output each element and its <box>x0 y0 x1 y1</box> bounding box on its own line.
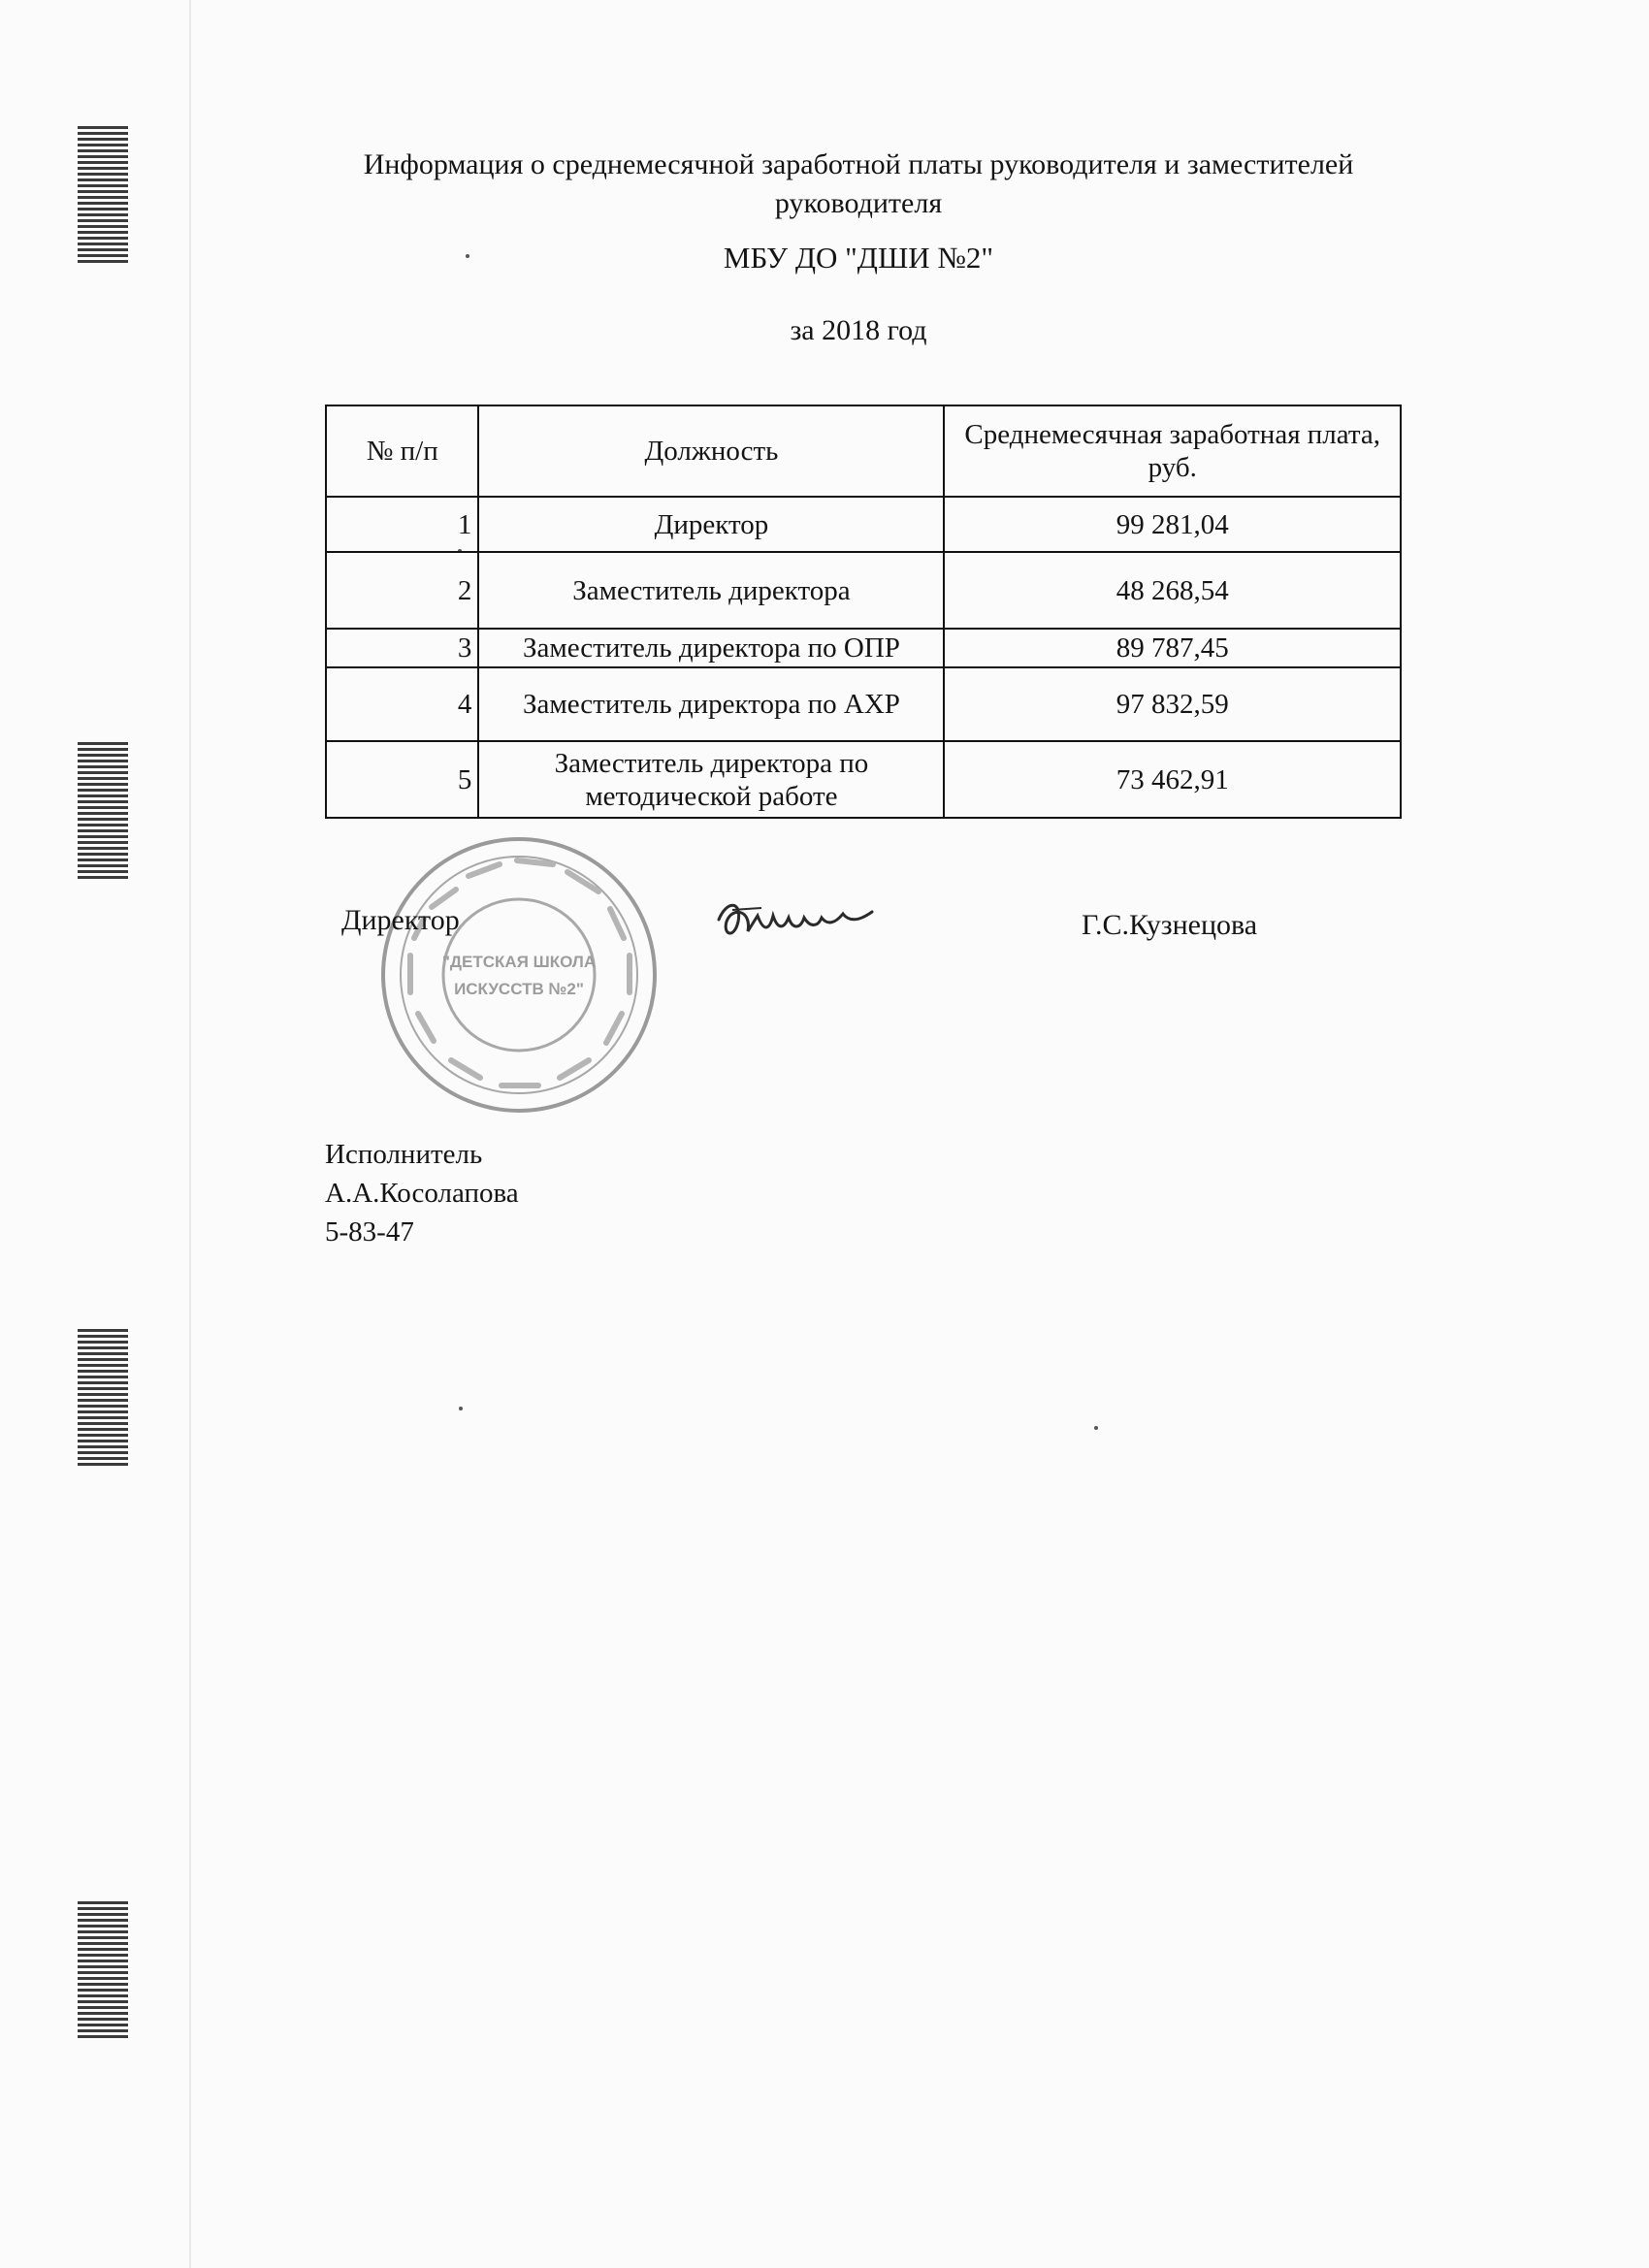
row-position: Заместитель директора по ОПР <box>478 629 944 667</box>
row-salary: 99 281,04 <box>944 497 1401 552</box>
report-period: за 2018 год <box>790 314 927 346</box>
row-salary: 97 832,59 <box>944 667 1401 741</box>
signatory-name: Г.С.Кузнецова <box>1082 909 1258 941</box>
svg-text:"ДЕТСКАЯ ШКОЛА: "ДЕТСКАЯ ШКОЛА <box>441 953 597 971</box>
header-position: Должность <box>478 405 944 497</box>
row-position: Заместитель директора по АХР <box>478 667 944 741</box>
executor-name: А.А.Косолапова <box>325 1178 519 1209</box>
organization-name: МБУ ДО "ДШИ №2" <box>723 241 994 275</box>
document-title: Информация о среднемесячной заработной платы руководителя и заместителей руководителя <box>363 148 1354 219</box>
svg-text:ИСКУССТВ №2": ИСКУССТВ №2" <box>454 980 584 998</box>
scan-edge-line <box>189 0 191 2268</box>
scan-speck <box>459 1407 463 1410</box>
binder-hole-mark <box>78 1329 128 1469</box>
row-position: Заместитель директора по методической работе <box>478 741 944 818</box>
row-number: 5 <box>326 741 478 818</box>
table-row <box>326 552 1401 629</box>
table-row <box>326 497 1401 552</box>
executor-phone: 5-83-47 <box>325 1216 414 1247</box>
table-row <box>326 667 1401 741</box>
executor-label: Исполнитель <box>325 1139 483 1170</box>
row-number: 1 <box>326 497 478 552</box>
official-stamp <box>373 829 664 1120</box>
binder-hole-mark <box>78 126 128 266</box>
row-number: 4 <box>326 667 478 741</box>
row-number: 3 <box>326 629 478 667</box>
binder-hole-mark <box>78 1901 128 2041</box>
table-header-row <box>326 405 1401 497</box>
signatory-role: Директор <box>341 904 460 936</box>
handwritten-signature <box>713 892 878 951</box>
salary-table <box>325 405 1402 819</box>
row-salary: 48 268,54 <box>944 552 1401 629</box>
binder-hole-mark <box>78 742 128 882</box>
header-salary: Среднемесячная заработная плата, руб. <box>944 405 1401 497</box>
executor-block <box>325 1135 519 1251</box>
scan-speck <box>1094 1426 1098 1430</box>
row-salary: 73 462,91 <box>944 741 1401 818</box>
row-position: Директор <box>478 497 944 552</box>
row-salary: 89 787,45 <box>944 629 1401 667</box>
table-row <box>326 629 1401 667</box>
row-number: 2 <box>326 552 478 629</box>
table-row <box>326 741 1401 818</box>
row-position: Заместитель директора <box>478 552 944 629</box>
header-number: № п/п <box>326 405 478 497</box>
